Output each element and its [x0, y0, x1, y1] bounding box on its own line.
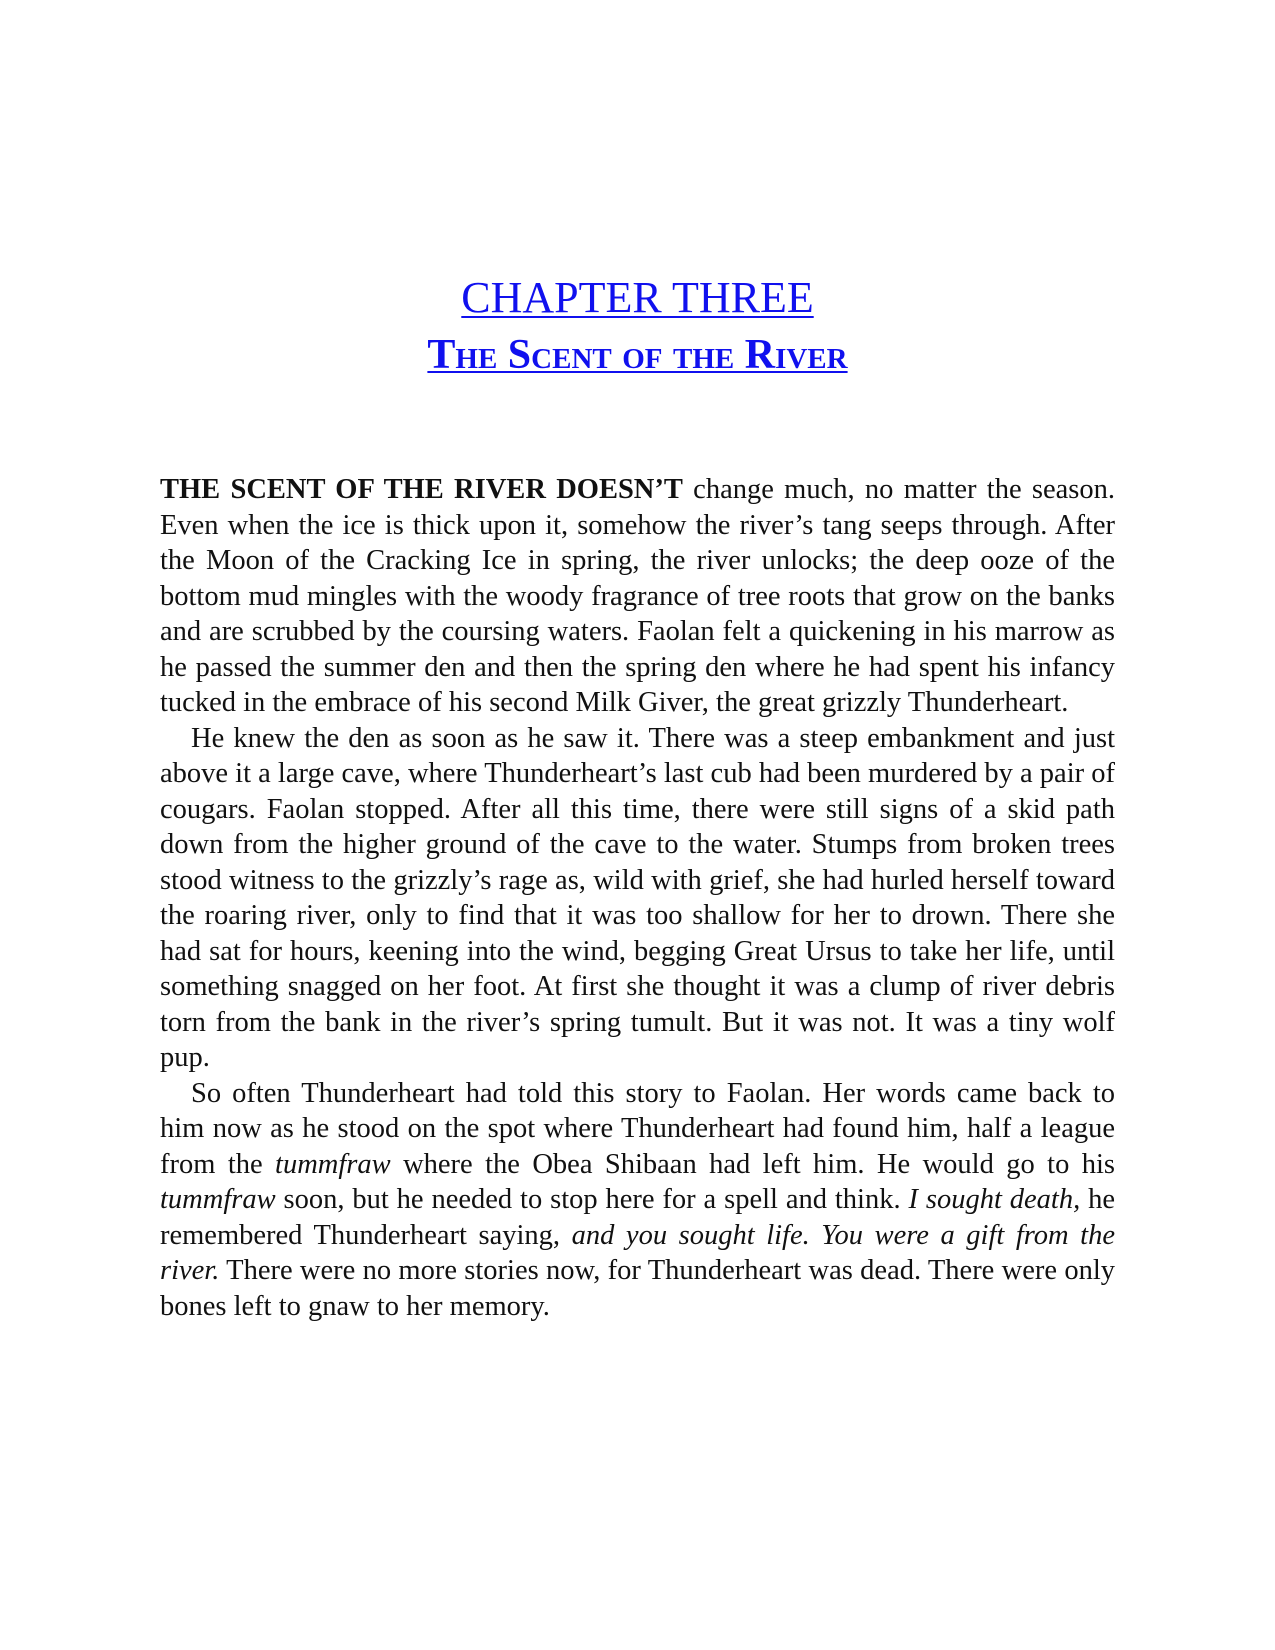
chapter-body: [160, 472, 1115, 1324]
chapter-number-link[interactable]: CHAPTER THREE: [461, 273, 814, 322]
chapter-heading: [0, 272, 1275, 380]
paragraph-1: [160, 472, 1115, 721]
chapter-title-link[interactable]: The Scent of the River: [427, 332, 848, 378]
paragraph-3-segment: soon, but he needed to stop here for a spell and think.: [275, 1184, 909, 1215]
paragraph-3-segment: where the Obea Shibaan had left him. He would go to his: [390, 1148, 1115, 1180]
paragraph-lead-in: THE SCENT OF THE RIVER DOESN’T: [160, 474, 683, 505]
paragraph-3-italic: tummfraw: [275, 1148, 391, 1180]
paragraph-2: He knew the den as soon as he saw it. There was a steep embankment and just above it a large cave, where Thunderheart’s last cub had been murdered by a pair of cougars. Faolan stopped. After all this time, there were still signs of a skid path down from the higher ground of the cave to the water. Stumps from broken trees stood witness to the grizzly’s rage as, wild with grief, she had hurled herself toward the roaring river, only to find that it was too shallow for her to drown. There she had sat for hours, keening into the wind, begging Great Ursus to take her life, until something snagged on her foot. At first she thought it was a clump of river debris torn from the bank in the river’s spring tumult. But it was not. It was a tiny wolf pup.: [160, 722, 1115, 1073]
paragraph-3-segment: he remembered Thunderheart saying,: [160, 1184, 1115, 1251]
paragraph-3-italic: I sought death,: [908, 1184, 1081, 1215]
paragraph-3: [160, 1076, 1115, 1325]
paragraph-3-italic: and you sought life. You were a gift from the river.: [160, 1219, 1115, 1286]
paragraph-3-segment: So often Thunderheart had told this story to Faolan. Her words came back to him now as he stood on the spot where Thunderheart had found him, half a league from the: [160, 1077, 1115, 1180]
paragraph-1-text: change much, no matter the season. Even when the ice is thick upon it, somehow the river’s tang seeps through. After the Moon of the Cracking Ice in spring, the river unlocks; the deep ooze of the bottom mud mingles with the woody fragrance of tree roots that grow on the banks and are scrubbed by the coursing waters. Faolan felt a quickening in his marrow as he passed the summer den and then the spring den where he had spent his infancy tucked in the embrace of his second Milk Giver, the great grizzly Thunderheart.: [160, 474, 1115, 718]
paragraph-3-segment: There were no more stories now, for Thunderheart was dead. There were only bones left to gnaw to her memory.: [160, 1255, 1115, 1322]
paragraph-3-italic: tummfraw: [160, 1184, 276, 1215]
